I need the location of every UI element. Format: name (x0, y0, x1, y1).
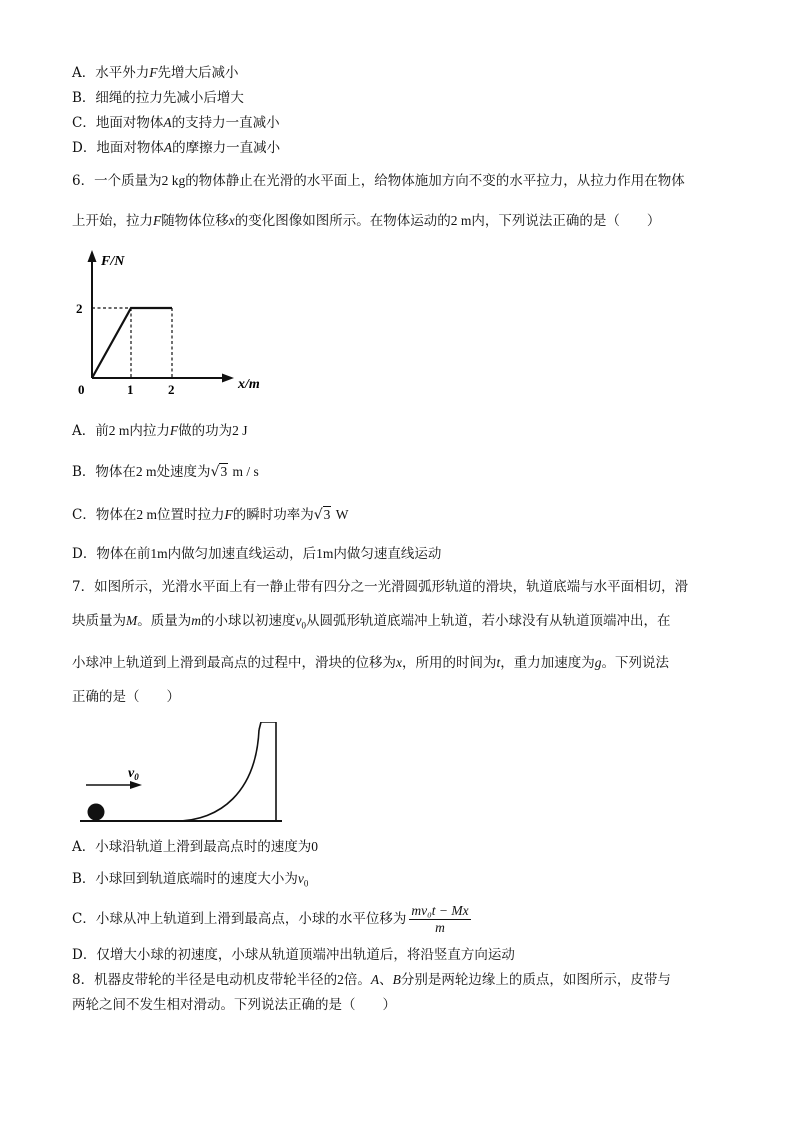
text: D．物体在前 (72, 546, 151, 562)
var: x (228, 213, 235, 228)
text: D．仅增大小球的初速度，小球从轨道顶端冲出轨道后，将沿竖直方向运动 (72, 947, 515, 963)
text: 。质量为 (137, 613, 192, 629)
var: B (392, 972, 401, 987)
q7-option-b (72, 870, 308, 893)
q6-force-displacement-graph (70, 248, 280, 400)
x-tick-2: 2 (168, 382, 175, 397)
q6-option-a (72, 422, 248, 440)
text: 随物体位移 (161, 213, 229, 229)
sqrt: √3 (313, 507, 331, 523)
arc-track-surface (176, 730, 259, 821)
x-axis-label: x/m (238, 377, 260, 392)
text: 位置时拉力 (156, 507, 225, 523)
text: A．小球沿轨道上滑到最高点时的速度为 (72, 839, 312, 855)
text: C．地面对物体 (72, 115, 164, 131)
num: 2 m (135, 464, 157, 479)
var: m (191, 613, 201, 628)
num: 2 kg (161, 173, 186, 188)
var: A (163, 115, 172, 130)
force-curve (92, 308, 172, 378)
denominator: m (435, 920, 445, 935)
radicand: 3 (220, 464, 228, 479)
q6-option-c (72, 506, 348, 524)
velocity-symbol: v (128, 766, 135, 781)
q8-stem-line1 (72, 971, 671, 989)
var: F (169, 423, 179, 438)
text: 上开始，拉力 (72, 213, 153, 229)
text: ，所用的时间为 (402, 655, 497, 671)
text: 内，下列说法正确的是（ ） (471, 213, 661, 229)
block-outline (259, 722, 276, 821)
num: 0 (311, 839, 318, 854)
text: B．物体在 (72, 464, 136, 480)
var: v (295, 613, 302, 628)
numerator: mv₀t − Mx (411, 903, 469, 918)
ball (88, 804, 105, 821)
var: M (126, 613, 138, 628)
var: F (153, 213, 162, 228)
q5-option-b (72, 89, 244, 107)
radicand: 3 (323, 507, 331, 522)
text: 的支持力一直减小 (171, 115, 280, 131)
q6-option-d (72, 545, 441, 563)
y-axis-arrow-icon (88, 250, 97, 262)
text: 内做匀加速直线运动，后 (167, 546, 317, 562)
num: 2 J (232, 423, 248, 438)
text: 倍。 (343, 972, 371, 988)
text: ，重力加速度为 (500, 655, 595, 671)
num: 2 (337, 972, 344, 987)
var: x (396, 655, 402, 670)
velocity-label (128, 766, 139, 782)
var: A (370, 972, 380, 987)
x-tick-1: 1 (127, 382, 134, 397)
q7-stem-line4 (72, 688, 180, 706)
text: 做的功为 (178, 423, 233, 439)
text: 6．一个质量为 (72, 173, 162, 189)
q6-stem-line1 (72, 172, 685, 190)
subscript: 0 (301, 620, 306, 631)
num: 2 m (108, 423, 130, 438)
q5-option-a (72, 64, 239, 82)
y-tick-2: 2 (76, 301, 83, 316)
text: 8．机器皮带轮的半径是电动机皮带轮半径的 (72, 972, 338, 988)
text: 两轮之间不发生相对滑动。下列说法正确的是（ ） (72, 997, 396, 1013)
num: 1m (150, 546, 168, 561)
text: 内拉力 (129, 423, 170, 439)
num: 1m (316, 546, 334, 561)
q6-stem-line2 (72, 212, 660, 230)
q7-stem-line1 (72, 578, 688, 596)
text: 的摩擦力一直减小 (172, 140, 281, 156)
var: v (297, 871, 304, 886)
text: 小球冲上轨道到上滑到最高点的过程中，滑块的位移为 (72, 655, 396, 671)
q7-option-d (72, 946, 515, 964)
text: 的瞬时功率为 (232, 507, 314, 523)
q5-option-d (72, 139, 280, 157)
text: 的小球以初速度 (201, 613, 296, 629)
q7-stem-line3 (72, 654, 669, 672)
var: F (149, 65, 158, 80)
fraction (409, 903, 470, 936)
x-axis-arrow-icon (222, 374, 234, 383)
text: 7．如图所示，光滑水平面上有一静止带有四分之一光滑圆弧形轨道的滑块，轨道底端与水平面相切，滑 (72, 579, 689, 595)
num: 2 m (450, 213, 472, 228)
q7-option-a (72, 838, 318, 856)
var: A (163, 140, 173, 155)
q8-stem-line2 (72, 996, 396, 1014)
text: 从圆弧形轨道底端冲上轨道，若小球没有从轨道顶端冲出，在 (306, 613, 671, 629)
q7-stem-line2 (72, 612, 671, 635)
num: 2 m (136, 507, 157, 522)
text: 块质量为 (72, 613, 126, 629)
text: 处速度为 (156, 464, 211, 480)
text: 先增大后减小 (157, 65, 239, 81)
text: 正确的是（ ） (72, 689, 180, 705)
velocity-arrow-head-icon (130, 781, 142, 789)
unit: W (335, 507, 349, 522)
text: B．细绳的拉力先减小后增大 (72, 90, 244, 106)
text: 内做匀速直线运动 (333, 546, 442, 562)
velocity-subscript: 0 (134, 772, 139, 782)
text: C．小球从冲上轨道到上滑到最高点，小球的水平位移为 (72, 911, 407, 927)
text: 、 (379, 972, 393, 988)
subscript: 0 (303, 878, 309, 889)
text: 分别是两轮边缘上的质点，如图所示，皮带与 (400, 972, 671, 988)
q5-option-c (72, 114, 280, 132)
var: t (496, 655, 501, 670)
y-axis-label: F/N (101, 254, 125, 269)
origin-label: 0 (78, 382, 85, 397)
text: A．前 (72, 423, 109, 439)
text: 的物体静止在光滑的水平面上，给物体施加方向不变的水平拉力，从拉力作用在物体 (185, 173, 685, 189)
unit: m / s (232, 464, 259, 479)
text: 的变化图像如图所示。在物体运动的 (234, 213, 451, 229)
var: g (594, 655, 602, 670)
text: 。下列说法 (601, 655, 670, 671)
q7-track-figure (80, 722, 300, 826)
text: A．水平外力 (72, 65, 150, 81)
sqrt: √3 (210, 464, 228, 480)
text: B．小球回到轨道底端时的速度大小为 (72, 871, 298, 887)
q7-option-c (72, 903, 474, 936)
q6-option-b (72, 463, 259, 481)
text: C．物体在 (72, 507, 137, 523)
var: F (224, 507, 233, 522)
text: D．地面对物体 (72, 140, 164, 156)
